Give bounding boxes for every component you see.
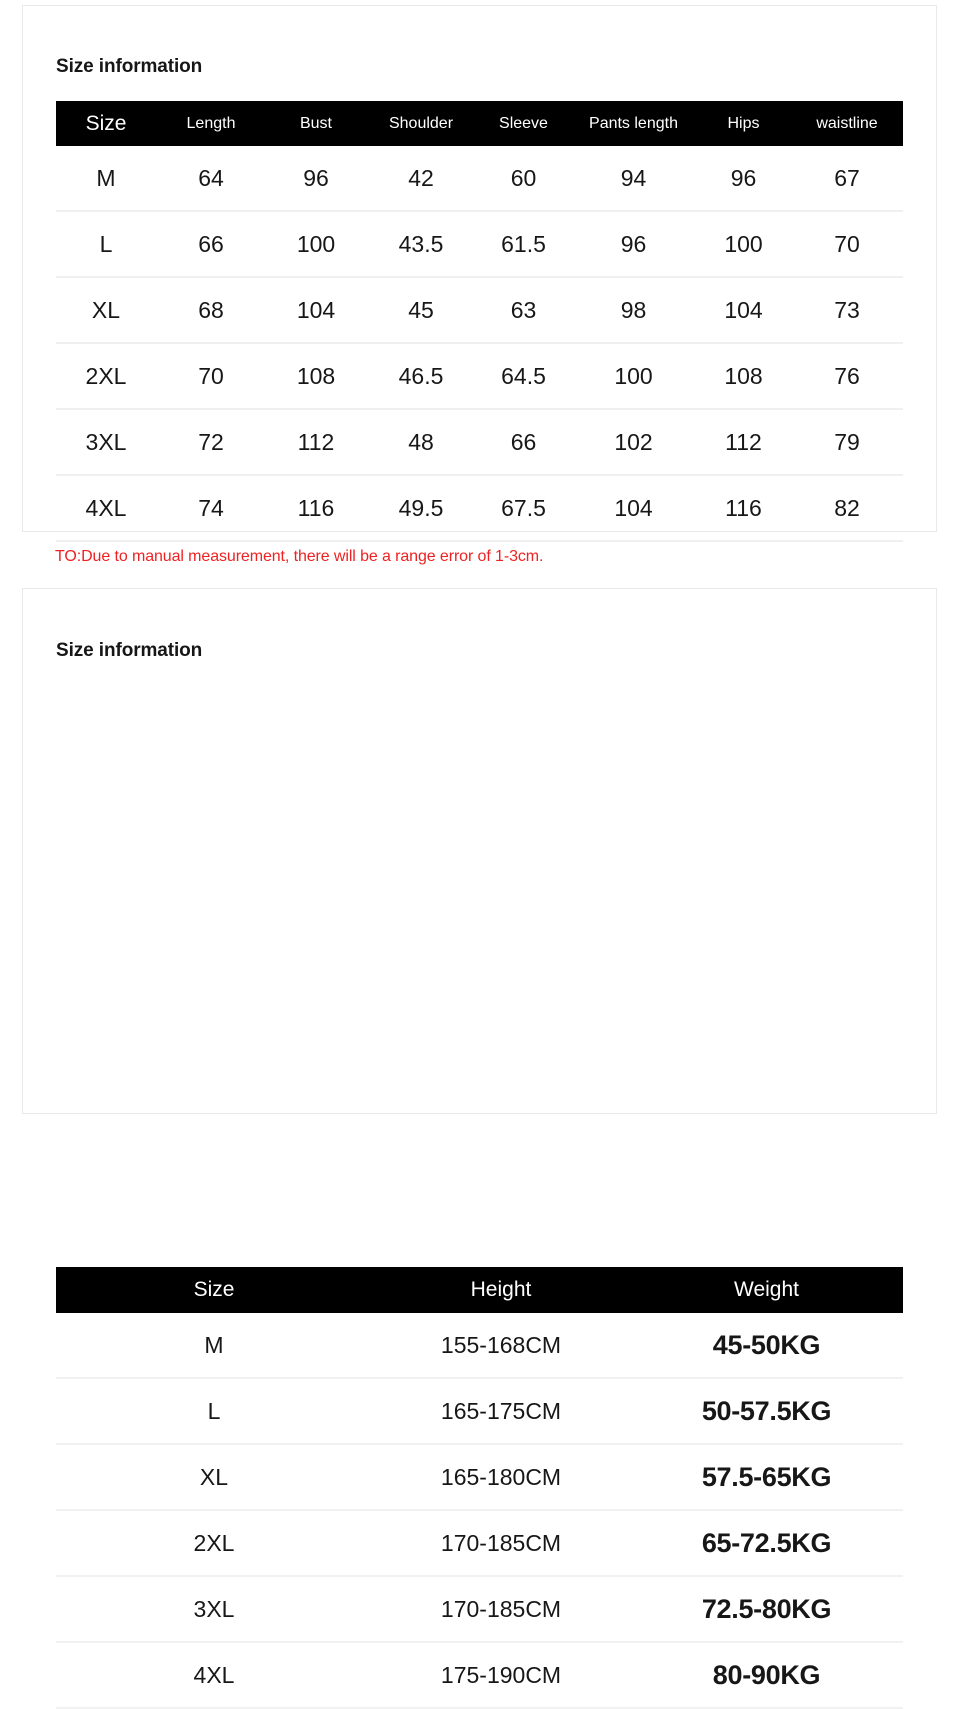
cell-size: M [56,1313,372,1378]
cell-weight: 45-50KG [630,1313,903,1378]
cell-hips: 108 [696,343,791,409]
cell-weight: 80-90KG [630,1642,903,1708]
cell-hips: 104 [696,277,791,343]
cell-height: 170-185CM [372,1510,630,1576]
cell-bust: 96 [266,146,366,211]
cell-size: 4XL [56,1642,372,1708]
cell-sleeve: 66 [476,409,571,475]
column-header-height: Height [372,1267,630,1313]
cell-bust: 112 [266,409,366,475]
cell-size: 2XL [56,1510,372,1576]
table-row [56,1313,903,1378]
cell-bust: 108 [266,343,366,409]
cell-sleeve: 64.5 [476,343,571,409]
cell-bust: 116 [266,475,366,541]
cell-waistline: 70 [791,211,903,277]
cell-sleeve: 63 [476,277,571,343]
cell-weight: 57.5-65KG [630,1444,903,1510]
cell-bust: 104 [266,277,366,343]
cell-shoulder: 46.5 [366,343,476,409]
bodysize-table-header [56,1267,903,1313]
cell-height: 170-185CM [372,1576,630,1642]
column-header-length: Length [156,101,266,146]
table-row [56,343,903,409]
cell-sleeve: 61.5 [476,211,571,277]
cell-size: 2XL [56,343,156,409]
cell-waistline: 79 [791,409,903,475]
cell-size: L [56,1378,372,1444]
cell-length: 74 [156,475,266,541]
cell-waistline: 73 [791,277,903,343]
table-row [56,1444,903,1510]
measurement-error-note: TO:Due to manual measurement, there will be a range error of 1-3cm. [55,548,544,565]
cell-weight: 50-57.5KG [630,1378,903,1444]
measurements-table-header [56,101,903,146]
table-row [56,211,903,277]
column-header-bust: Bust [266,101,366,146]
cell-height: 155-168CM [372,1313,630,1378]
cell-length: 70 [156,343,266,409]
table-row [56,277,903,343]
table-row [56,475,903,541]
cell-length: 72 [156,409,266,475]
cell-hips: 100 [696,211,791,277]
cell-shoulder: 49.5 [366,475,476,541]
cell-sleeve: 60 [476,146,571,211]
cell-bust: 100 [266,211,366,277]
table-row [56,146,903,211]
table-header-row [56,1267,903,1313]
bodysize-size-table [56,1267,903,1709]
column-header-waistline: waistline [791,101,903,146]
cell-pants-length: 104 [571,475,696,541]
column-header-hips: Hips [696,101,791,146]
measurements-table-body [56,146,903,541]
page-title: Size information [56,56,203,77]
column-header-size: Size [56,1267,372,1313]
cell-shoulder: 43.5 [366,211,476,277]
table-row [56,1576,903,1642]
cell-length: 66 [156,211,266,277]
cell-size: 3XL [56,409,156,475]
cell-shoulder: 48 [366,409,476,475]
size-information-card-measurements [22,5,937,532]
page-title-secondary: Size information [56,640,203,661]
cell-height: 175-190CM [372,1642,630,1708]
cell-pants-length: 98 [571,277,696,343]
cell-hips: 112 [696,409,791,475]
cell-shoulder: 42 [366,146,476,211]
cell-shoulder: 45 [366,277,476,343]
cell-size: 4XL [56,475,156,541]
column-header-size: Size [56,101,156,146]
table-row [56,1642,903,1708]
cell-pants-length: 102 [571,409,696,475]
cell-size: XL [56,277,156,343]
cell-hips: 96 [696,146,791,211]
cell-size: XL [56,1444,372,1510]
cell-height: 165-180CM [372,1444,630,1510]
cell-size: L [56,211,156,277]
table-row [56,1510,903,1576]
column-header-pants-length: Pants length [571,101,696,146]
column-header-shoulder: Shoulder [366,101,476,146]
cell-height: 165-175CM [372,1378,630,1444]
measurements-size-table [56,101,903,542]
cell-sleeve: 67.5 [476,475,571,541]
cell-length: 68 [156,277,266,343]
column-header-weight: Weight [630,1267,903,1313]
table-row [56,1378,903,1444]
cell-length: 64 [156,146,266,211]
bodysize-table-body [56,1313,903,1708]
cell-weight: 65-72.5KG [630,1510,903,1576]
cell-pants-length: 96 [571,211,696,277]
cell-weight: 72.5-80KG [630,1576,903,1642]
cell-waistline: 82 [791,475,903,541]
cell-waistline: 67 [791,146,903,211]
cell-pants-length: 94 [571,146,696,211]
table-row [56,409,903,475]
cell-waistline: 76 [791,343,903,409]
cell-size: M [56,146,156,211]
column-header-sleeve: Sleeve [476,101,571,146]
size-information-card-bodysize [22,588,937,1690]
cell-pants-length: 100 [571,343,696,409]
cell-hips: 116 [696,475,791,541]
table-header-row [56,101,903,146]
cell-size: 3XL [56,1576,372,1642]
